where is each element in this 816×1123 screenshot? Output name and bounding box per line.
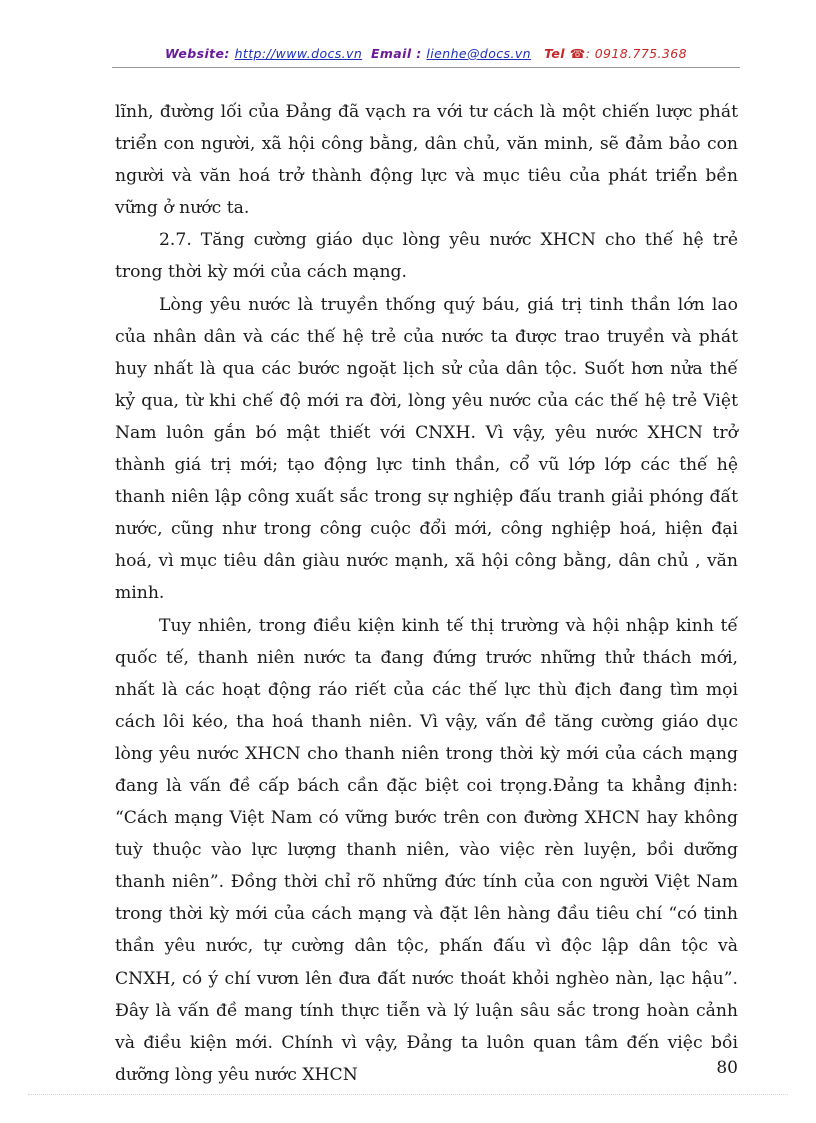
- email-separator: :: [411, 46, 427, 61]
- email-label: Email: [370, 46, 412, 61]
- paragraph: Tuy nhiên, trong điều kiện kinh tế thị trường và hội nhập kinh tế quốc tế, thanh niên nước ta đang đứng trước những thử thách mới, nhất là các hoạt động ráo riết của các thế lực thù địch đang tìm mọi cách lôi kéo, tha hoá thanh niên. Vì vậy, vấn đề tăng cường giáo dục lòng yêu nước XHCN cho thanh niên trong thời kỳ mới của cách mạng đang là vấn đề cấp bách cần đặc biệt coi trọng.Đảng ta khẳng định: “Cách mạng Việt Nam có vững bước trên con đường XHCN hay không tuỳ thuộc vào lực lượng thanh niên, vào việc rèn luyện, bồi dưỡng thanh niên”. Đồng thời chỉ rõ những đức tính của con người Việt Nam trong thời kỳ mới của cách mạng và đặt lên hàng đầu tiêu chí “có tinh thần yêu nước, tự cường dân tộc, phấn đấu vì độc lập dân tộc và CNXH, có ý chí vươn lên đưa đất nước thoát khỏi nghèo nàn, lạc hậu”. Đây là vấn đề mang tính thực tiễn và lý luận sâu sắc trong hoàn cảnh và điều kiện mới. Chính vì vậy, Đảng ta luôn quan tâm đến việc bồi dưỡng lòng yêu nước XHCN: [115, 615, 738, 1085]
- tel-label: Tel ☎: [544, 46, 586, 61]
- page-header: [112, 46, 740, 61]
- website-link[interactable]: http://www.docs.vn: [234, 46, 363, 61]
- section-heading-2-7: 2.7. Tăng cường giáo dục lòng yêu nước XHCN cho thế hệ trẻ trong thời kỳ mới của cách mạng.: [115, 230, 738, 283]
- website-label: Website: [165, 46, 225, 61]
- paragraph-continued: lĩnh, đường lối của Đảng đã vạch ra với tư cách là một chiến lược phát triển con người, xã hội công bằng, dân chủ, văn minh, sẽ đảm bảo con người và văn hoá trở thành động lực và mục tiêu của phát triển bền vững ở nước ta.: [115, 102, 738, 219]
- paragraph: Lòng yêu nước là truyền thống quý báu, giá trị tinh thần lớn lao của nhân dân và các thế hệ trẻ của nước ta được trao truyền và phát huy nhất là qua các bước ngoặt lịch sử của dân tộc. Suốt hơn nửa thế kỷ qua, từ khi chế độ mới ra đời, lòng yêu nước của các thế hệ trẻ Việt Nam luôn gắn bó mật thiết với CNXH. Vì vậy, yêu nước XHCN trở thành giá trị mới; tạo động lực tinh thần, cổ vũ lớp lớp các thế hệ thanh niên lập công xuất sắc trong sự nghiệp đấu tranh giải phóng đất nước, cũng như trong công cuộc đổi mới, công nghiệp hoá, hiện đại hoá, vì mục tiêu dân giàu nước mạnh, xã hội công bằng, dân chủ , văn minh.: [115, 294, 738, 604]
- document-body: [115, 96, 738, 1091]
- footer-divider: [28, 1094, 788, 1095]
- website-separator: :: [224, 46, 235, 61]
- page-number: 80: [716, 1058, 738, 1078]
- email-link[interactable]: lienhe@docs.vn: [426, 46, 531, 61]
- phone-number: : 0918.775.368: [585, 46, 687, 61]
- header-divider: [112, 67, 740, 68]
